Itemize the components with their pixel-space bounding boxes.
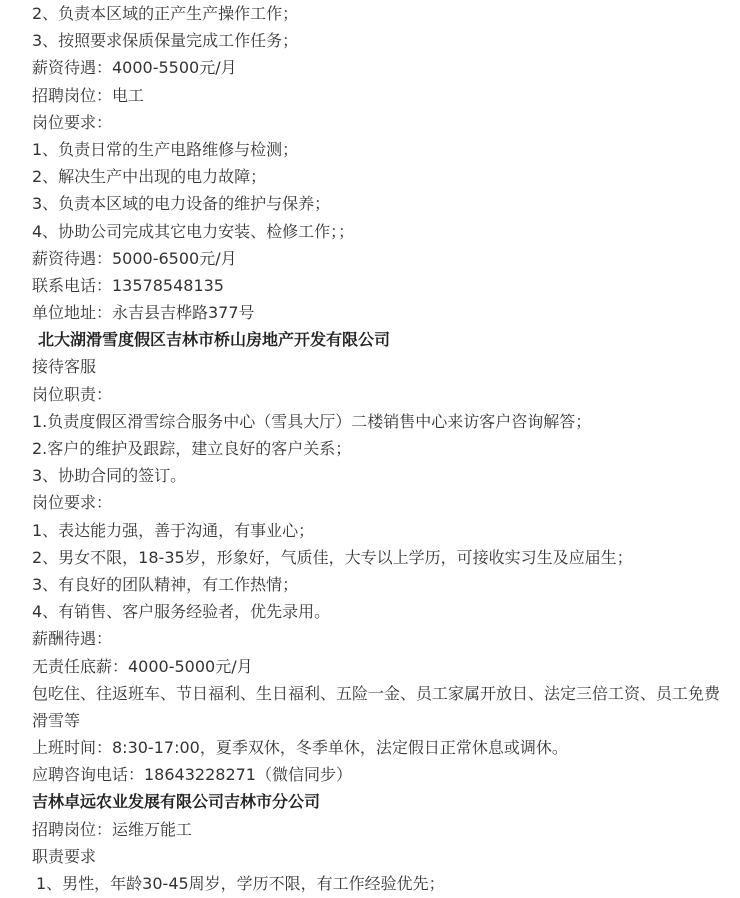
text-line: 2、解决生产中出现的电力故障； [32, 167, 267, 187]
company-heading: 吉林卓远农业发展有限公司吉林市分公司 [32, 792, 321, 812]
section-heading: 薪酬待遇： [32, 629, 113, 649]
salary-line: 薪资待遇：5000-6500元/月 [32, 248, 237, 268]
text-line: 1、表达能力强，善于沟通，有事业心； [32, 520, 315, 540]
salary-line: 无责任底薪：4000-5000元/月 [32, 656, 253, 676]
text-line: 1、负责日常的生产电路维修与检测； [32, 139, 299, 159]
position-line: 招聘岗位：运维万能工 [32, 819, 193, 839]
section-heading: 岗位要求： [32, 112, 113, 132]
text-line: 3、按照要求保质保量完成工作任务； [32, 31, 299, 51]
section-heading: 岗位要求： [32, 493, 113, 513]
text-line: 2、男女不限，18-35岁，形象好，气质佳，大专以上学历，可接收实习生及应届生； [32, 547, 633, 567]
address-line: 单位地址：永吉县吉桦路377号 [32, 303, 255, 323]
work-hours-line: 上班时间：8:30-17:00，夏季双休，冬季单休，法定假日正常休息或调休。 [32, 738, 568, 758]
text-line: 2.客户的维护及跟踪，建立良好的客户关系； [32, 439, 352, 458]
salary-line: 薪资待遇：4000-5500元/月 [32, 58, 237, 78]
text-line: 2、负责本区域的正产生产操作工作； [32, 4, 299, 23]
text-line: 4、有销售、客户服务经验者，优先录用。 [32, 602, 331, 622]
text-line: 3、有良好的团队精神，有工作热情； [32, 574, 299, 594]
section-heading: 岗位职责： [32, 384, 113, 404]
text-line: 1、男性，年龄30-45周岁，学历不限，有工作经验优先； [36, 874, 445, 894]
phone-line: 应聘咨询电话：18643228271（微信同步） [32, 765, 352, 785]
job-posting-document [32, 0, 722, 897]
position-line: 接待客服 [32, 357, 97, 377]
benefits-paragraph: 包吃住、往返班车、节日福利、生日福利、五险一金、员工家属开放日、法定三倍工资、员工免费滑雪等 [32, 683, 721, 730]
text-line: 1.负责度假区滑雪综合服务中心（雪具大厅）二楼销售中心来访客户咨询解答； [32, 411, 592, 431]
section-heading: 职责要求 [32, 846, 97, 866]
phone-line: 联系电话：13578548135 [32, 275, 224, 295]
text-line: 3、负责本区域的电力设备的维护与保养； [32, 194, 331, 214]
text-line: 3、协助合同的签订。 [32, 466, 187, 486]
company-heading: 北大湖滑雪度假区吉林市桥山房地产开发有限公司 [38, 330, 391, 350]
position-line: 招聘岗位：电工 [32, 85, 145, 105]
text-line: 4、协助公司完成其它电力安装、检修工作；； [32, 221, 355, 241]
